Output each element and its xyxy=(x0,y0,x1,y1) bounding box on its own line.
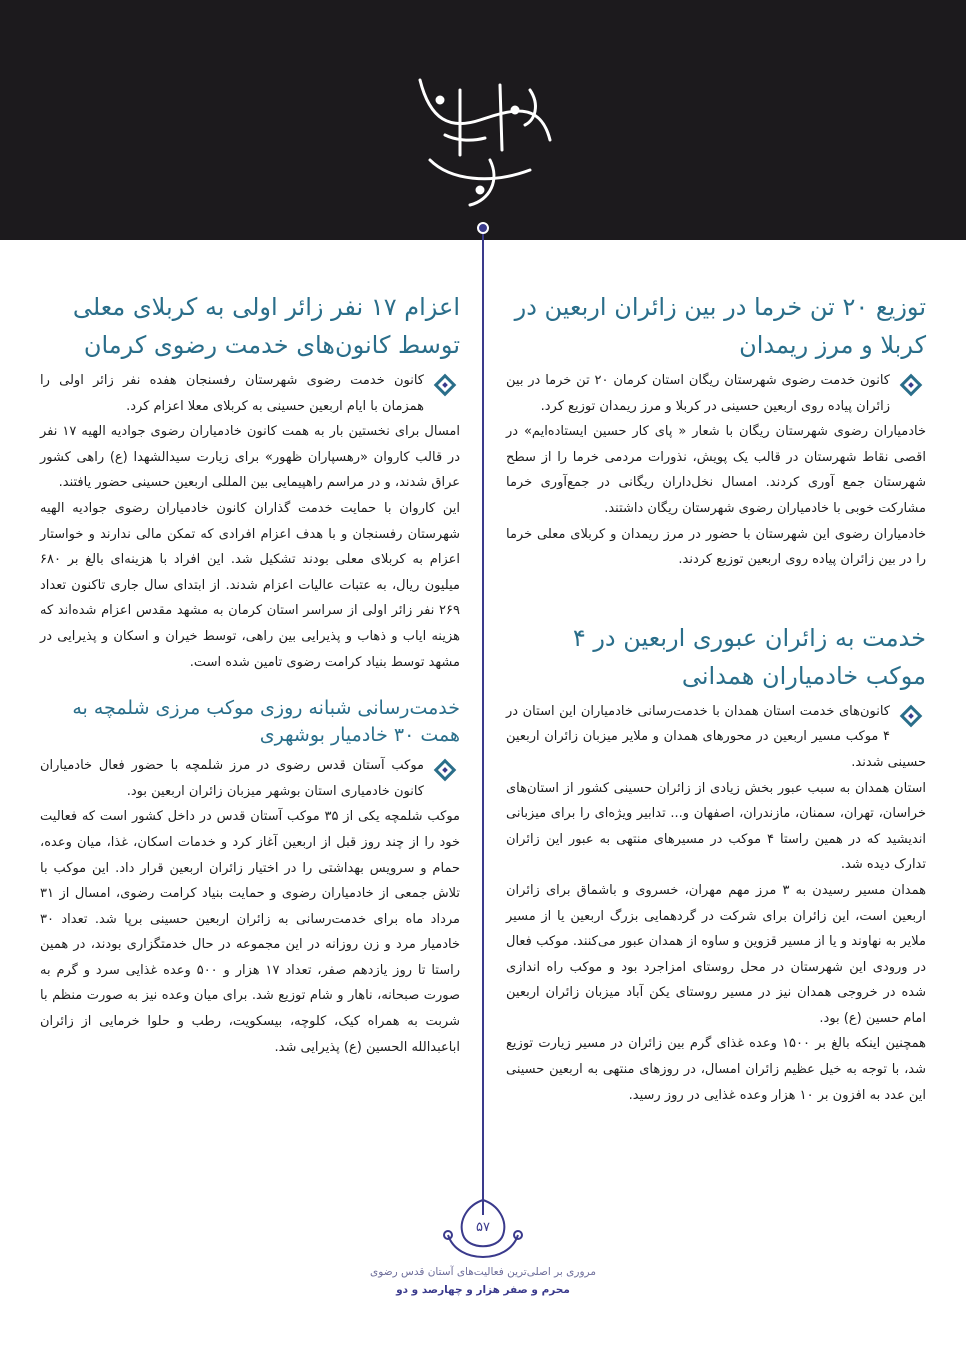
ornament-icon xyxy=(430,755,460,785)
paragraph: کانون خدمت رضوی شهرستان رفسنجان هفده نفر زائر اولی را همزمان با ایام اربعین حسینی به کربلای معلا اعزام کرد. xyxy=(40,373,424,414)
paragraph: همچنین اینکه بالغ بر ۱۵۰۰ وعده غذای گرم بین زائران در مسیر زیارت توزیع شد، با توجه به خیل عظیم زائران امسال، در روزهای منتهی به اربعین حسینی این عدد به افزون بر ۱۰ هزار وعده غذایی در روز رسید. xyxy=(506,1036,926,1103)
ornament-icon xyxy=(896,370,926,400)
article-kerman-pilgrims xyxy=(40,288,460,675)
paragraph: خادمیاران رضوی شهرستان ریگان با شعار « پای کار حسین ایستاده‌ایم» در اقصی نقاط شهرستان در قالب یک پویش، نذورات مردمی خرما را از سطح شهرستان جمع آوری کردند. امسال نخل‌داران ریگانی در جمع‌آوری خرما مشارکت خوبی با خادمیاران رضوی شهرستان ریگان داشتند. xyxy=(506,424,926,516)
article-title: خدمت‌رسانی شبانه روزی موکب مرزی شلمچه به همت ۳۰ خادمیار بوشهری xyxy=(72,697,460,747)
paragraph: موکب شلمچه یکی از ۳۵ موکب آستان قدس در داخل کشور است که فعالیت خود را از چند روز قبل از اربعین آغاز کرد و خدمات اسکان، غذا، میان وعده، حمام و سرویس بهداشتی را در اختیار زائران اربعین قرار داد. این موکب با تلاش جمعی از خادمیاران رضوی و حمایت بنیاد کرامت رضوی، امسال از ۳۱ مرداد ماه برای خدمت‌رسانی به زائران اربعین حسینی برپا شد. تعداد ۳۰ خادمیار مرد و زن روزانه در این مجموعه در حال خدمتگزاری بودند، در همین راستا تا روز یازدهم صفر، تعداد ۱۷ هزار و ۵۰۰ وعده غذایی سرد و گرم به صورت صبحانه، ناهار و شام توزیع شد. برای میان وعده نیز به صورت منظم با شربت به همراه کیک، کلوچه، بیسکویت، رطب و حلوا خرمایی از زائران اباعبدالله الحسین (ع) پذیرایی شد. xyxy=(40,809,461,1055)
article-body xyxy=(506,699,926,1109)
ornament-icon xyxy=(896,701,926,731)
article-shalamcheh-mokeb xyxy=(40,695,460,1060)
article-body xyxy=(506,368,926,573)
article-body xyxy=(40,368,460,675)
paragraph: امسال برای نخستین بار به همت کانون خادمیاران رضوی جوادیه الهیه ۱۷ نفر در قالب کاروان «رهسپاران ظهور» برای زیارت سیدالشهدا (ع) راهی کشور عراق شدند، و در مراسم راهپیمایی بین المللی اربعین حسینی حضور یافتند. xyxy=(40,424,460,491)
paragraph: این کاروان با حمایت خدمت گذاران کانون خادمیاران رضوی جوادیه الهیه شهرستان رفسنجان و با هدف اعزام افرادی که تمکن مالی ندارند و خواستار اعزام به کربلای معلی بودند تشکیل شد. این افراد با هزینه‌ای بالغ بر ۶۸۰ میلیون ریال، به عتبات عالیات اعزام شدند. از ابتدای سال جاری تاکنون تعداد ۲۶۹ نفر زائر اولی از سراسر استان کرمان به مشهد مقدس اعزام شده‌اند که هزینه ایاب و ذهاب و پذیرایی بین راهی، توسط خیران و اسکان و پذیرایی در مشهد توسط بنیاد کرامت رضوی تامین شده است. xyxy=(40,500,460,670)
paragraph: موکب آستان قدس رضوی در مرز شلمچه با حضور فعال خادمیاران کانون خادمیاری استان بوشهر میزبان زائران اربعین بود. xyxy=(40,758,424,799)
divider-bead xyxy=(477,222,489,234)
article-hamedan-mokebs xyxy=(506,619,926,1109)
article-body xyxy=(40,753,460,1060)
column-divider xyxy=(482,225,484,1215)
page-number: ۵۷ xyxy=(476,1220,490,1235)
article-title: اعزام ۱۷ نفر زائر اولی به کربلای معلی توسط کانون‌های خدمت رضوی کرمان xyxy=(72,293,460,359)
paragraph: کانون‌های خدمت استان همدان با خدمت‌رسانی خادمیاران این استان در ۴ موکب مسیر اربعین در محورهای همدان و ملایر میزبان زائران اربعین حسینی شدند. xyxy=(506,703,926,770)
right-column xyxy=(506,288,926,1122)
ornament-icon xyxy=(430,370,460,400)
calligraphy-logo xyxy=(390,60,580,210)
paragraph: کانون خدمت رضوی شهرستان ریگان استان کرمان ۲۰ تن خرما در بین زائران پیاده روی اربعین حسینی در کربلا و مرز ریمدان توزیع کرد. xyxy=(506,373,890,414)
footer-caption: مروری بر اصلی‌ترین فعالیت‌های آستان قدس رضوی xyxy=(370,1266,596,1278)
paragraph: همدان مسیر رسیدن به ۳ مرز مهم مهران، خسروی و باشماق برای زائران اربعین است، این زائران برای شرکت در گردهمایی بزرگ اربعین یا از مسیر ملایر به نهاوند و یا از مسیر قزوین و ساوه از همدان عبور می‌کنند. موکب فعال در ورودی این شهرستان در محل روستای امزاجرد بود و موکب راه اندازی شده در خروجی همدان نیز در مسیر روستای یکن آباد میزبان زائران اربعین امام حسین (ع) بود. xyxy=(506,882,926,1026)
article-dates-distribution xyxy=(506,288,926,573)
paragraph: استان همدان به سبب عبور بخش زیادی از زائران حسینی کشور از استان‌های خراسان، تهران، سمنان، مازندران، اصفهان و... تدابیر ویژه‌ای را برای میزبانی اندیشید که در همین راستا ۴ موکب در مسیرهای منتهی به عبور این زائران تدارک دیده شد. xyxy=(506,780,926,873)
footer-date: محرم و صفر هزار و چهارصد و دو xyxy=(396,1284,570,1296)
left-column xyxy=(40,288,460,1074)
article-title: خدمت به زائران عبوری اربعین در ۴ موکب خادمیاران همدانی xyxy=(572,623,926,690)
article-title: توزیع ۲۰ تن خرما در بین زائران اربعین در کربلا و مرز ریمدان xyxy=(514,293,926,359)
paragraph: خادمیاران رضوی این شهرستان با حضور در مرز ریمدان و کربلای معلی خرما را در بین زائران پیاده روی اربعین توزیع کردند. xyxy=(506,526,926,568)
header-band xyxy=(0,0,966,240)
